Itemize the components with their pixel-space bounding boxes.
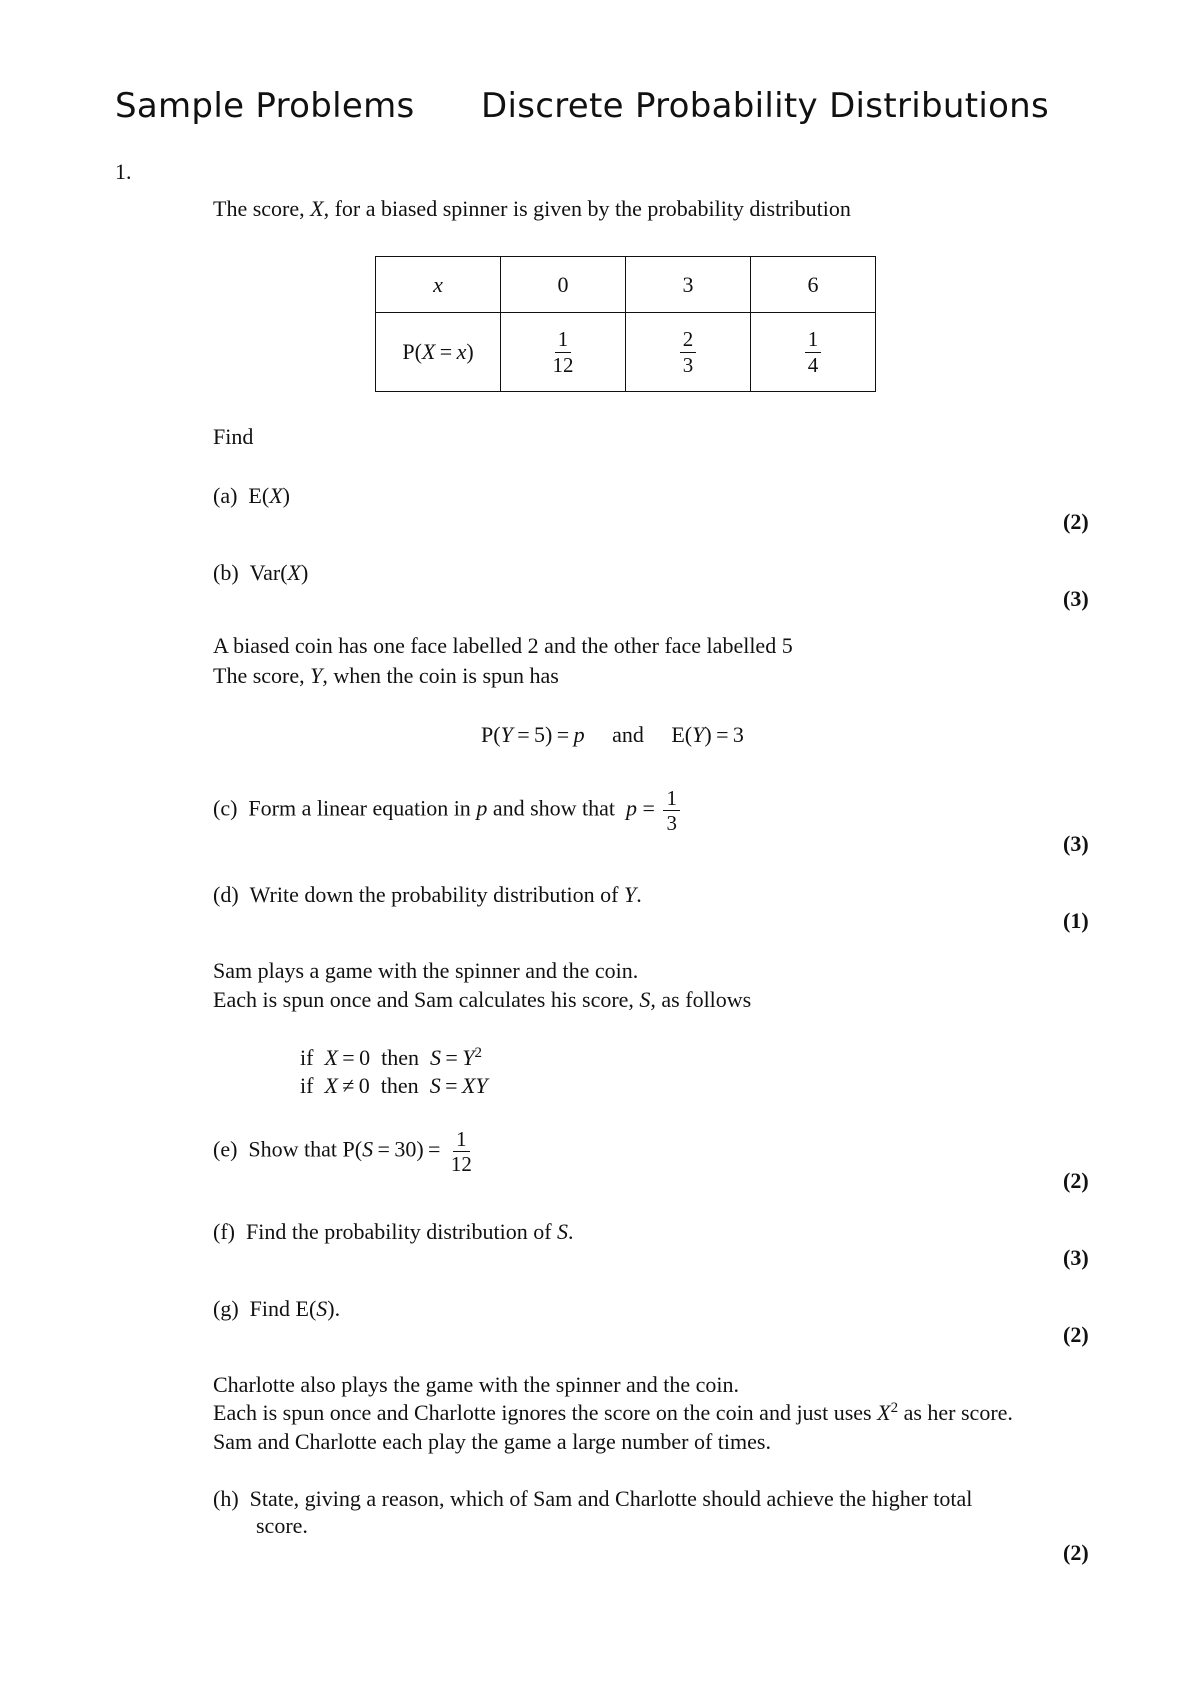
- part-f: (f) Find the probability distribution of S.: [213, 1219, 574, 1244]
- charlotte-line-3: Sam and Charlotte each play the game a large number of times.: [213, 1429, 771, 1454]
- part-h: (h) State, giving a reason, which of Sam and Charlotte should achieve the higher total: [213, 1486, 973, 1511]
- marks-d: (1): [1063, 908, 1089, 933]
- table-cell: $\frac{1}{12}$: [501, 313, 626, 392]
- sam-line-2: Each is spun once and Sam calculates his score, S, as follows: [213, 987, 752, 1012]
- marks-c: (3): [1063, 831, 1089, 856]
- marks-a: (2): [1063, 509, 1089, 534]
- coin-line-1: A biased coin has one face labelled 2 and the other face labelled 5: [213, 633, 793, 658]
- coin-line-2: The score, Y, when the coin is spun has: [213, 663, 559, 688]
- table-row: [376, 257, 876, 313]
- marks-b: (3): [1063, 586, 1089, 611]
- part-a: (a) E(X): [213, 483, 290, 508]
- part-d: (d) Write down the probability distribution of Y.: [213, 882, 642, 907]
- probability-table: [375, 256, 876, 392]
- coin-equation: P(Y = 5) = p and E(Y) = 3: [481, 722, 744, 747]
- part-e: (e) Show that P(S = 30) = $\frac{1}{12}$: [213, 1127, 472, 1177]
- table-cell: 6: [751, 257, 876, 313]
- page-title-right: Discrete Probability Distributions: [481, 86, 1050, 126]
- page-title-left: Sample Problems: [115, 86, 415, 126]
- question-intro: The score, X, for a biased spinner is given by the probability distribution: [213, 196, 851, 221]
- part-c: (c) Form a linear equation in p and show that p = $\frac{1}{3}$: [213, 787, 683, 834]
- part-g: (g) Find E(S).: [213, 1296, 341, 1321]
- table-cell: 3: [626, 257, 751, 313]
- rule-2: if X ≠ 0 then S = XY: [300, 1073, 488, 1098]
- charlotte-line-2: Each is spun once and Charlotte ignores the score on the coin and just uses $X^2$ as her score.: [213, 1400, 1013, 1425]
- table-header-x: x: [376, 257, 501, 313]
- charlotte-line-1: Charlotte also plays the game with the spinner and the coin.: [213, 1372, 740, 1397]
- marks-e: (2): [1063, 1168, 1089, 1193]
- find-label: Find: [213, 424, 254, 449]
- table-header-prob: P(X = x): [376, 313, 501, 392]
- question-number: 1.: [115, 159, 132, 184]
- table-row: [376, 313, 876, 392]
- marks-h: (2): [1063, 1540, 1089, 1565]
- table-cell: $\frac{1}{4}$: [751, 313, 876, 392]
- table-cell: $\frac{2}{3}$: [626, 313, 751, 392]
- part-b: (b) Var(X): [213, 560, 309, 585]
- part-h-line-2: score.: [256, 1513, 308, 1538]
- rule-1: if X = 0 then $S = Y^2$: [300, 1045, 482, 1070]
- table-cell: 0: [501, 257, 626, 313]
- marks-f: (3): [1063, 1245, 1089, 1270]
- marks-g: (2): [1063, 1322, 1089, 1347]
- sam-line-1: Sam plays a game with the spinner and the coin.: [213, 958, 639, 983]
